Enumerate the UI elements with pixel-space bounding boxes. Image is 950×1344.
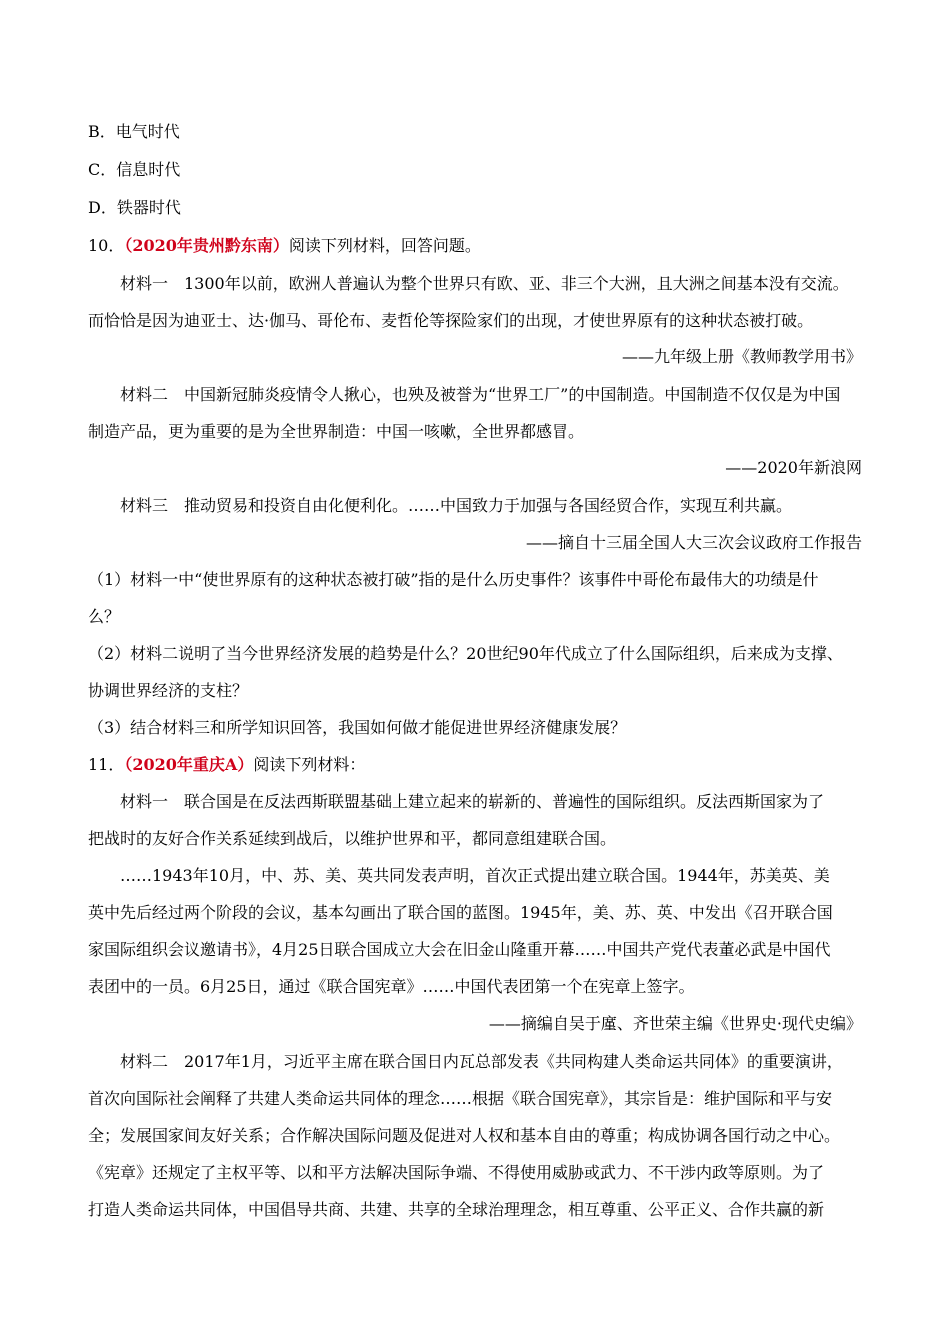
q11-material-2-line-5: 打造人类命运共同体，中国倡导共商、共建、共享的全球治理理念，相互尊重、公平正义、合作共赢的新 — [88, 1200, 825, 1219]
q10-material-2-source: ——2020年新浪网 — [725, 458, 862, 477]
option-letter: C． — [88, 160, 117, 179]
q10-subquestion-1-line-2: 么？ — [88, 607, 121, 626]
q11-material-2-line-2: 首次向国际社会阐释了共建人类命运共同体的理念……根据《联合国宪章》，其宗旨是：维护国际和平与安 — [88, 1089, 833, 1108]
q11-material-2-line-1: 材料二 2017年1月，习近平主席在联合国日内瓦总部发表《共同构建人类命运共同体》的重要演讲， — [120, 1052, 843, 1071]
q10-material-2-line-2: 制造产品，更为重要的是为全世界制造：中国一咳嗽，全世界都感冒。 — [88, 422, 585, 441]
q11-material-1-line-4: 英中先后经过两个阶段的会议，基本勾画出了联合国的蓝图。1945年，美、苏、英、中发出《召开联合国 — [88, 903, 833, 922]
q10-subquestion-2-line-1: （2）材料二说明了当今世界经济发展的趋势是什么？20世纪90年代成立了什么国际组织，后来成为支撑、 — [88, 644, 843, 663]
question-number: 11． — [88, 755, 125, 774]
option-text: 电气时代 — [115, 122, 180, 141]
question-prompt: 阅读下列材料： — [253, 755, 366, 774]
q10-material-3-line-1: 材料三 推动贸易和投资自由化便利化。……中国致力于加强与各国经贸合作，实现互利共赢。 — [120, 496, 793, 515]
q11-material-1-line-6: 表团中的一员。6月25日，通过《联合国宪章》……中国代表团第一个在宪章上签字。 — [88, 977, 695, 996]
question-source: （2020年重庆A） — [124, 755, 254, 774]
q10-material-1-line-2: 而恰恰是因为迪亚士、达·伽马、哥伦布、麦哲伦等探险家们的出现，才使世界原有的这种状态被打破。 — [88, 311, 814, 330]
q10-material-2-line-1: 材料二 中国新冠肺炎疫情令人揪心，也殃及被誉为“世界工厂”的中国制造。中国制造不仅仅是为中国 — [120, 385, 841, 404]
question-11-header — [88, 755, 365, 775]
option-letter: D． — [88, 198, 117, 217]
q11-material-1-line-1: 材料一 联合国是在反法西斯联盟基础上建立起来的崭新的、普遍性的国际组织。反法西斯国家为了 — [120, 792, 825, 811]
question-prompt: 阅读下列材料，回答问题。 — [288, 236, 481, 255]
q11-material-1-source: ——摘编自吴于廑、齐世荣主编《世界史·现代史编》 — [488, 1014, 862, 1033]
q11-material-2-line-4: 《宪章》还规定了主权平等、以和平方法解决国际争端、不得使用威胁或武力、不干涉内政等原则。为了 — [88, 1163, 825, 1182]
question-10-header — [88, 236, 481, 256]
option-letter: B． — [88, 122, 116, 141]
question-number: 10． — [88, 236, 125, 255]
q10-subquestion-1-line-1: （1）材料一中“使世界原有的这种状态被打破”指的是什么历史事件？该事件中哥伦布最伟大的功绩是什 — [88, 570, 819, 589]
q10-subquestion-2-line-2: 协调世界经济的支柱？ — [88, 681, 249, 700]
q11-material-2-line-3: 全；发展国家间友好关系；合作解决国际问题及促进对人权和基本自由的尊重；构成协调各国行动之中心。 — [88, 1126, 841, 1145]
q10-subquestion-3: （3）结合材料三和所学知识回答，我国如何做才能促进世界经济健康发展？ — [88, 718, 627, 737]
q11-material-1-line-2: 把战时的友好合作关系延续到战后，以维护世界和平，都同意组建联合国。 — [88, 829, 617, 848]
q10-material-3-source: ——摘自十三届全国人大三次会议政府工作报告 — [525, 533, 862, 552]
option-c — [88, 160, 180, 180]
option-text: 铁器时代 — [116, 198, 181, 217]
option-d — [88, 198, 181, 218]
option-text: 信息时代 — [116, 160, 181, 179]
q11-material-1-line-3: ……1943年10月，中、苏、美、英共同发表声明，首次正式提出建立联合国。1944年，苏美英、美 — [120, 866, 830, 885]
q10-material-1-source: ——九年级上册《教师教学用书》 — [621, 347, 862, 366]
option-b — [88, 122, 180, 142]
q10-material-1-line-1: 材料一 1300年以前，欧洲人普遍认为整个世界只有欧、亚、非三个大洲，且大洲之间基本没有交流。 — [120, 274, 849, 293]
question-source: （2020年贵州黔东南） — [124, 236, 289, 255]
q11-material-1-line-5: 家国际组织会议邀请书》，4月25日联合国成立大会在旧金山隆重开幕……中国共产党代表董必武是中国代 — [88, 940, 831, 959]
